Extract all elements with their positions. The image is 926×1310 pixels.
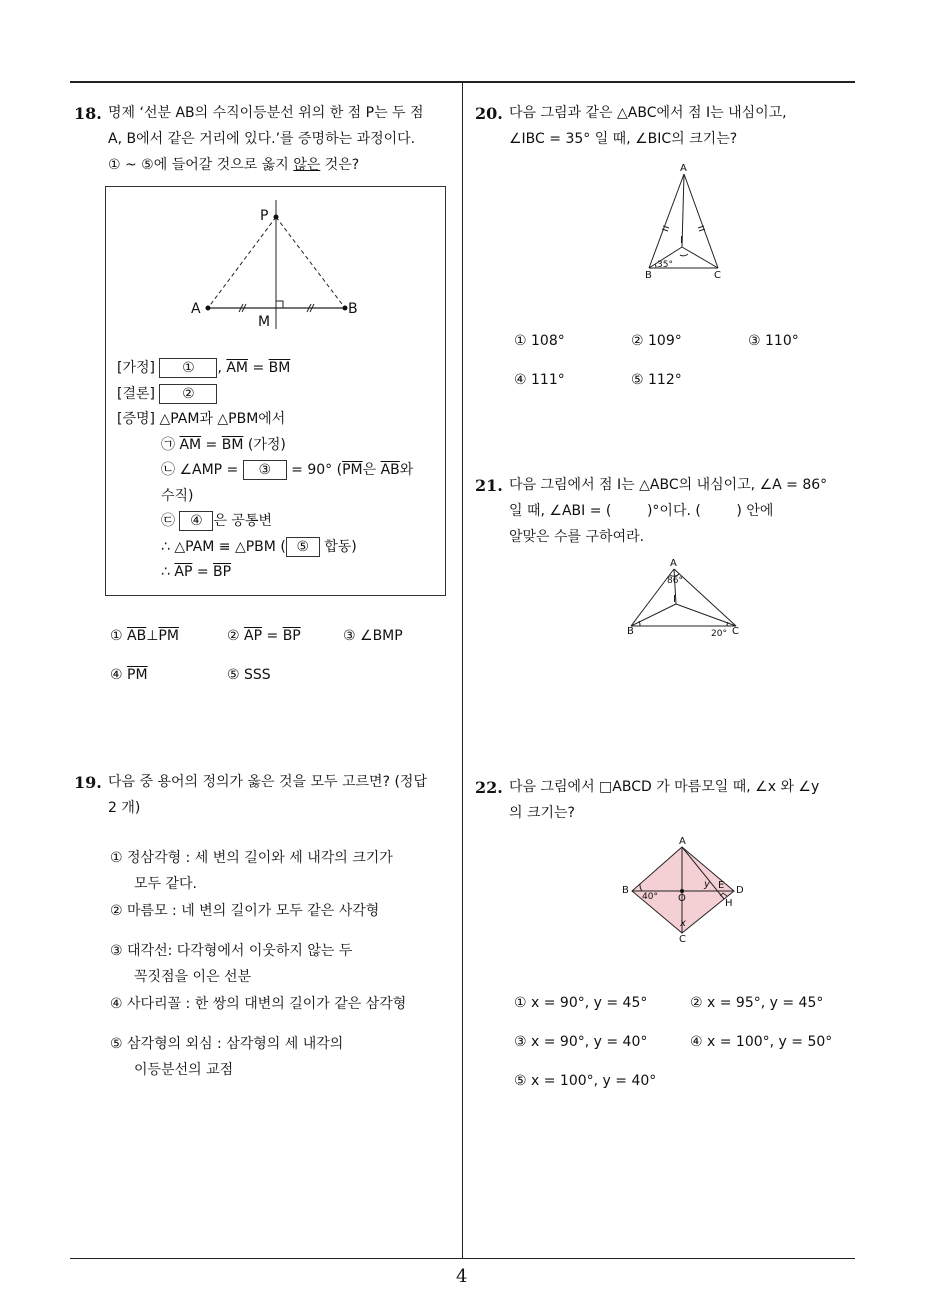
q18-line1: 명제 ‘선분 AB의 수직이등분선 위의 한 점 P는 두 점: [108, 105, 424, 121]
q22-choice-2[interactable]: ② x = 95°, y = 45°: [690, 995, 824, 1011]
q18-step1: ㉠ $\overline{AM} = \overline{BM}$ (가정): [161, 436, 286, 453]
q21-line2: 일 때, ∠ABI = ( )°이다. ( ) 안에: [509, 503, 774, 519]
q20-label-A: A: [680, 163, 687, 174]
q20-number: 20.: [475, 104, 503, 123]
q19-stem: [108, 769, 458, 821]
q18-choice-4[interactable]: ④ $\overline{PM}$: [110, 667, 148, 683]
q18-line3: ① ~ ⑤에 들어갈 것으로 옳지 않은 것은?: [108, 157, 360, 173]
q18-figure: [105, 186, 444, 336]
q22-stem: [509, 774, 864, 826]
q20-angle-label: 35°: [657, 260, 673, 270]
q18-label-A: A: [191, 301, 201, 317]
q22-choice-1[interactable]: ① x = 90°, y = 45°: [514, 995, 648, 1011]
q18-step3: ㉢ ④ 은 공통변: [161, 513, 272, 529]
q22-label-O: O: [678, 893, 686, 904]
q22-choice-5[interactable]: ⑤ x = 100°, y = 40°: [514, 1073, 657, 1089]
q18-stem: [108, 100, 458, 178]
q21-label-A: A: [670, 558, 677, 569]
q21-figure: [626, 565, 746, 635]
q18-assumption: [가정] ① , $\overline{AM} = \overline{BM}$: [117, 360, 291, 376]
q19-option-5[interactable]: ⑤ 삼각형의 외심 : 삼각형의 세 내각의 이등분선의 교점: [110, 1036, 344, 1078]
q22-label-H: H: [725, 898, 733, 909]
q22-choice-3[interactable]: ③ x = 90°, y = 40°: [514, 1034, 648, 1050]
q21-line1: 다음 그림에서 점 I는 △ABC의 내심이고, ∠A = 86°: [509, 477, 828, 493]
q20-line2: ∠IBC = 35° 일 때, ∠BIC의 크기는?: [509, 131, 738, 147]
q18-step2: ㉡ ∠AMP = ③ = 90° ($\overline{PM}$은 $\overline{AB}$와: [161, 462, 414, 478]
q19-line1: 다음 중 용어의 정의가 옳은 것을 모두 고르면? (정답: [108, 774, 427, 790]
q22-angle-label: 40°: [642, 892, 658, 902]
q20-choice-4[interactable]: ④ 111°: [514, 372, 565, 388]
q19-option-4[interactable]: ④ 사다리꼴 : 한 쌍의 대변의 길이가 같은 삼각형: [110, 996, 407, 1012]
q21-line3: 알맞은 수를 구하여라.: [509, 529, 645, 545]
q20-figure: [640, 170, 740, 280]
q18-proof: [117, 356, 442, 586]
q22-label-C: C: [679, 934, 686, 945]
q19-option-1[interactable]: ① 정삼각형 : 세 변의 길이와 세 내각의 크기가 모두 같다.: [110, 850, 393, 892]
q20-choice-3[interactable]: ③ 110°: [748, 333, 799, 349]
q22-number: 22.: [475, 778, 503, 797]
q21-stem: [509, 472, 864, 550]
q20-choice-5[interactable]: ⑤ 112°: [631, 372, 682, 388]
column-divider: [462, 82, 463, 1259]
q18-choice-1[interactable]: ① $\overline{AB}\perp\overline{PM}$: [110, 628, 179, 644]
q20-choice-1[interactable]: ① 108°: [514, 333, 565, 349]
q19-option-3[interactable]: ③ 대각선: 다각형에서 이웃하지 않는 두 꼭짓점을 이은 선분: [110, 943, 353, 985]
q21-label-I: I: [673, 594, 676, 605]
q19-number: 19.: [74, 773, 102, 792]
q18-step5: ∴ $\overline{AP} = \overline{BP}$: [161, 564, 232, 580]
q22-label-A: A: [679, 836, 686, 847]
bottom-rule: [70, 1258, 855, 1259]
q22-choice-4[interactable]: ④ x = 100°, y = 50°: [690, 1034, 833, 1050]
q22-line2: 의 크기는?: [509, 805, 575, 821]
q18-choice-3[interactable]: ③ ∠BMP: [343, 628, 403, 644]
q18-label-B: B: [348, 301, 358, 317]
q22-label-y: y: [704, 879, 710, 890]
q22-label-x: x: [680, 918, 686, 929]
q22-line1: 다음 그림에서 □ABCD 가 마름모일 때, ∠x 와 ∠y: [509, 779, 820, 795]
q21-label-B: B: [627, 626, 634, 637]
q20-choice-2[interactable]: ② 109°: [631, 333, 682, 349]
q18-choice-5[interactable]: ⑤ SSS: [227, 667, 271, 683]
q19-option-2[interactable]: ② 마름모 : 네 변의 길이가 모두 같은 사각형: [110, 903, 380, 919]
q18-number: 18.: [74, 104, 102, 123]
q20-line1: 다음 그림과 같은 △ABC에서 점 I는 내심이고,: [509, 105, 787, 121]
q18-label-M: M: [258, 314, 271, 330]
q19-line2: 2 개): [108, 800, 141, 816]
q18-line2: A, B에서 같은 거리에 있다.’를 증명하는 과정이다.: [108, 131, 416, 147]
q18-conclusion: [결론] ②: [117, 382, 442, 408]
q18-step2-cont: 수직): [161, 487, 194, 504]
q21-angle-A: 86°: [667, 576, 683, 586]
q18-proof-head: [증명] △PAM과 △PBM에서: [117, 411, 286, 427]
q18-choice-2[interactable]: ② $\overline{AP} = \overline{BP}$: [227, 628, 301, 644]
q22-label-D: D: [736, 885, 744, 896]
q22-label-B: B: [622, 885, 629, 896]
q21-number: 21.: [475, 476, 503, 495]
q20-label-C: C: [714, 270, 721, 281]
q22-label-E: E: [718, 880, 725, 891]
q18-label-P: P: [260, 208, 269, 224]
q20-label-B: B: [645, 270, 652, 281]
q21-label-C: C: [732, 626, 739, 637]
q20-label-I: I: [680, 235, 683, 246]
q20-stem: [509, 100, 859, 152]
q21-angle-C: 20°: [711, 629, 727, 639]
q18-step4: ∴ △PAM ≡ △PBM ( ⑤ 합동): [161, 538, 357, 555]
page-number: 4: [456, 1266, 468, 1287]
